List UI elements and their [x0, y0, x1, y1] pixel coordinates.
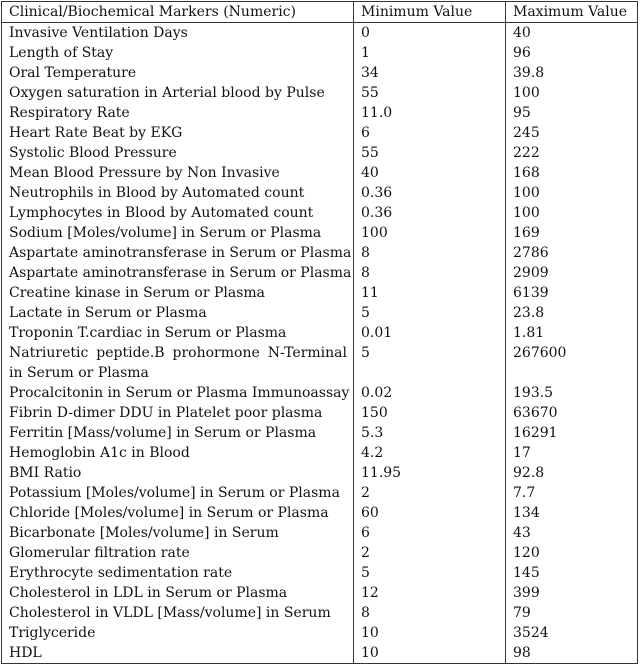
marker-cell: Neutrophils in Blood by Automated count — [9, 185, 305, 201]
table-row — [2, 643, 638, 664]
header-row — [2, 2, 638, 23]
marker-cell: Troponin T.cardiac in Serum or Plasma — [9, 325, 287, 341]
marker-cell: Sodium [Moles/volume] in Serum or Plasma — [9, 225, 322, 241]
table-row — [2, 463, 638, 483]
table-row — [2, 583, 638, 603]
table-row — [2, 303, 638, 323]
max-value-cell: 6139 — [506, 283, 638, 303]
table-row — [2, 203, 638, 223]
min-value-cell: 0.36 — [354, 183, 506, 203]
table-row — [2, 423, 638, 443]
table-row — [2, 103, 638, 123]
min-value-cell: 10 — [354, 643, 506, 664]
table-row — [2, 483, 638, 503]
min-value-cell: 6 — [354, 523, 506, 543]
min-value-cell: 0.01 — [354, 323, 506, 343]
marker-cell: Respiratory Rate — [9, 105, 130, 121]
marker-cell: Procalcitonin in Serum or Plasma Immunoassay — [9, 385, 350, 401]
marker-cell: Hemoglobin A1c in Blood — [9, 445, 190, 461]
table-row — [2, 223, 638, 243]
marker-cell: Potassium [Moles/volume] in Serum or Plasma — [9, 485, 340, 501]
table-row — [2, 143, 638, 163]
table-row — [2, 343, 638, 383]
marker-cell: Oral Temperature — [9, 65, 137, 81]
max-value-cell: 43 — [506, 523, 638, 543]
max-value-cell: 79 — [506, 603, 638, 623]
marker-cell: Length of Stay — [9, 45, 114, 61]
max-value-cell: 96 — [506, 43, 638, 63]
marker-cell: Natriuretic peptide.B prohormone N-Terminal in Serum or Plasma — [9, 345, 347, 381]
marker-cell: Cholesterol in VLDL [Mass/volume] in Serum — [9, 605, 331, 621]
min-value-cell: 2 — [354, 543, 506, 563]
min-value-cell: 2 — [354, 483, 506, 503]
max-value-cell: 100 — [506, 203, 638, 223]
table-row — [2, 603, 638, 623]
table-row — [2, 243, 638, 263]
marker-cell: Lactate in Serum or Plasma — [9, 305, 207, 321]
min-value-cell: 0 — [354, 23, 506, 44]
table-row — [2, 23, 638, 44]
min-value-cell: 34 — [354, 63, 506, 83]
marker-cell: Lymphocytes in Blood by Automated count — [9, 205, 314, 221]
min-value-cell: 40 — [354, 163, 506, 183]
marker-cell: Erythrocyte sedimentation rate — [9, 565, 233, 581]
min-value-cell: 11.95 — [354, 463, 506, 483]
min-value-cell: 4.2 — [354, 443, 506, 463]
marker-cell: Oxygen saturation in Arterial blood by Pulse — [9, 85, 325, 101]
table-row — [2, 563, 638, 583]
table-row — [2, 523, 638, 543]
max-value-cell: 100 — [506, 183, 638, 203]
max-value-cell: 17 — [506, 443, 638, 463]
max-value-cell: 245 — [506, 123, 638, 143]
clinical-markers-table — [1, 1, 638, 664]
max-value-cell: 222 — [506, 143, 638, 163]
marker-cell: Glomerular filtration rate — [9, 545, 190, 561]
table-row — [2, 403, 638, 423]
max-value-cell: 23.8 — [506, 303, 638, 323]
min-value-cell: 6 — [354, 123, 506, 143]
min-value-cell: 1 — [354, 43, 506, 63]
max-value-cell: 3524 — [506, 623, 638, 643]
max-value-cell: 145 — [506, 563, 638, 583]
table-row — [2, 83, 638, 103]
header-max-value: Maximum Value — [506, 2, 638, 23]
table-row — [2, 163, 638, 183]
marker-cell: Triglyceride — [9, 625, 96, 641]
header-min-value: Minimum Value — [354, 2, 506, 23]
min-value-cell: 5 — [354, 563, 506, 583]
min-value-cell: 11.0 — [354, 103, 506, 123]
table-row — [2, 383, 638, 403]
table-row — [2, 43, 638, 63]
min-value-cell: 8 — [354, 243, 506, 263]
min-value-cell: 11 — [354, 283, 506, 303]
max-value-cell: 399 — [506, 583, 638, 603]
max-value-cell: 1.81 — [506, 323, 638, 343]
marker-cell: HDL — [9, 645, 42, 661]
marker-cell: BMI Ratio — [9, 465, 82, 481]
min-value-cell: 10 — [354, 623, 506, 643]
marker-cell: Aspartate aminotransferase in Serum or Plasma — [9, 265, 352, 281]
max-value-cell: 267600 — [506, 343, 638, 383]
marker-cell: Creatine kinase in Serum or Plasma — [9, 285, 266, 301]
max-value-cell: 39.8 — [506, 63, 638, 83]
max-value-cell: 134 — [506, 503, 638, 523]
min-value-cell: 150 — [354, 403, 506, 423]
max-value-cell: 100 — [506, 83, 638, 103]
min-value-cell: 5 — [354, 343, 506, 383]
marker-cell: Mean Blood Pressure by Non Invasive — [9, 165, 280, 181]
min-value-cell: 12 — [354, 583, 506, 603]
header-marker: Clinical/Biochemical Markers (Numeric) — [2, 2, 354, 23]
min-value-cell: 8 — [354, 263, 506, 283]
max-value-cell: 2786 — [506, 243, 638, 263]
min-value-cell: 100 — [354, 223, 506, 243]
min-value-cell: 5 — [354, 303, 506, 323]
max-value-cell: 168 — [506, 163, 638, 183]
table-row — [2, 123, 638, 143]
marker-cell: Systolic Blood Pressure — [9, 145, 177, 161]
marker-cell: Fibrin D-dimer DDU in Platelet poor plasma — [9, 405, 323, 421]
max-value-cell: 16291 — [506, 423, 638, 443]
table-row — [2, 543, 638, 563]
table-row — [2, 503, 638, 523]
max-value-cell: 63670 — [506, 403, 638, 423]
table-header — [2, 2, 638, 23]
max-value-cell: 193.5 — [506, 383, 638, 403]
marker-cell: Ferritin [Mass/volume] in Serum or Plasma — [9, 425, 317, 441]
min-value-cell: 0.36 — [354, 203, 506, 223]
marker-cell: Heart Rate Beat by EKG — [9, 125, 183, 141]
marker-cell: Chloride [Moles/volume] in Serum or Plasma — [9, 505, 329, 521]
min-value-cell: 8 — [354, 603, 506, 623]
table-row — [2, 283, 638, 303]
marker-cell: Aspartate aminotransferase in Serum or Plasma — [9, 245, 352, 261]
min-value-cell: 55 — [354, 143, 506, 163]
table-row — [2, 63, 638, 83]
max-value-cell: 7.7 — [506, 483, 638, 503]
marker-cell: Bicarbonate [Moles/volume] in Serum — [9, 525, 279, 541]
table-body — [2, 23, 638, 664]
table-row — [2, 443, 638, 463]
marker-cell: Invasive Ventilation Days — [9, 25, 188, 41]
max-value-cell: 169 — [506, 223, 638, 243]
table-row — [2, 183, 638, 203]
max-value-cell: 40 — [506, 23, 638, 44]
max-value-cell: 98 — [506, 643, 638, 664]
table-row — [2, 263, 638, 283]
min-value-cell: 55 — [354, 83, 506, 103]
table-row — [2, 323, 638, 343]
min-value-cell: 5.3 — [354, 423, 506, 443]
min-value-cell: 0.02 — [354, 383, 506, 403]
table-row — [2, 623, 638, 643]
max-value-cell: 95 — [506, 103, 638, 123]
max-value-cell: 120 — [506, 543, 638, 563]
max-value-cell: 92.8 — [506, 463, 638, 483]
min-value-cell: 60 — [354, 503, 506, 523]
max-value-cell: 2909 — [506, 263, 638, 283]
marker-cell: Cholesterol in LDL in Serum or Plasma — [9, 585, 288, 601]
